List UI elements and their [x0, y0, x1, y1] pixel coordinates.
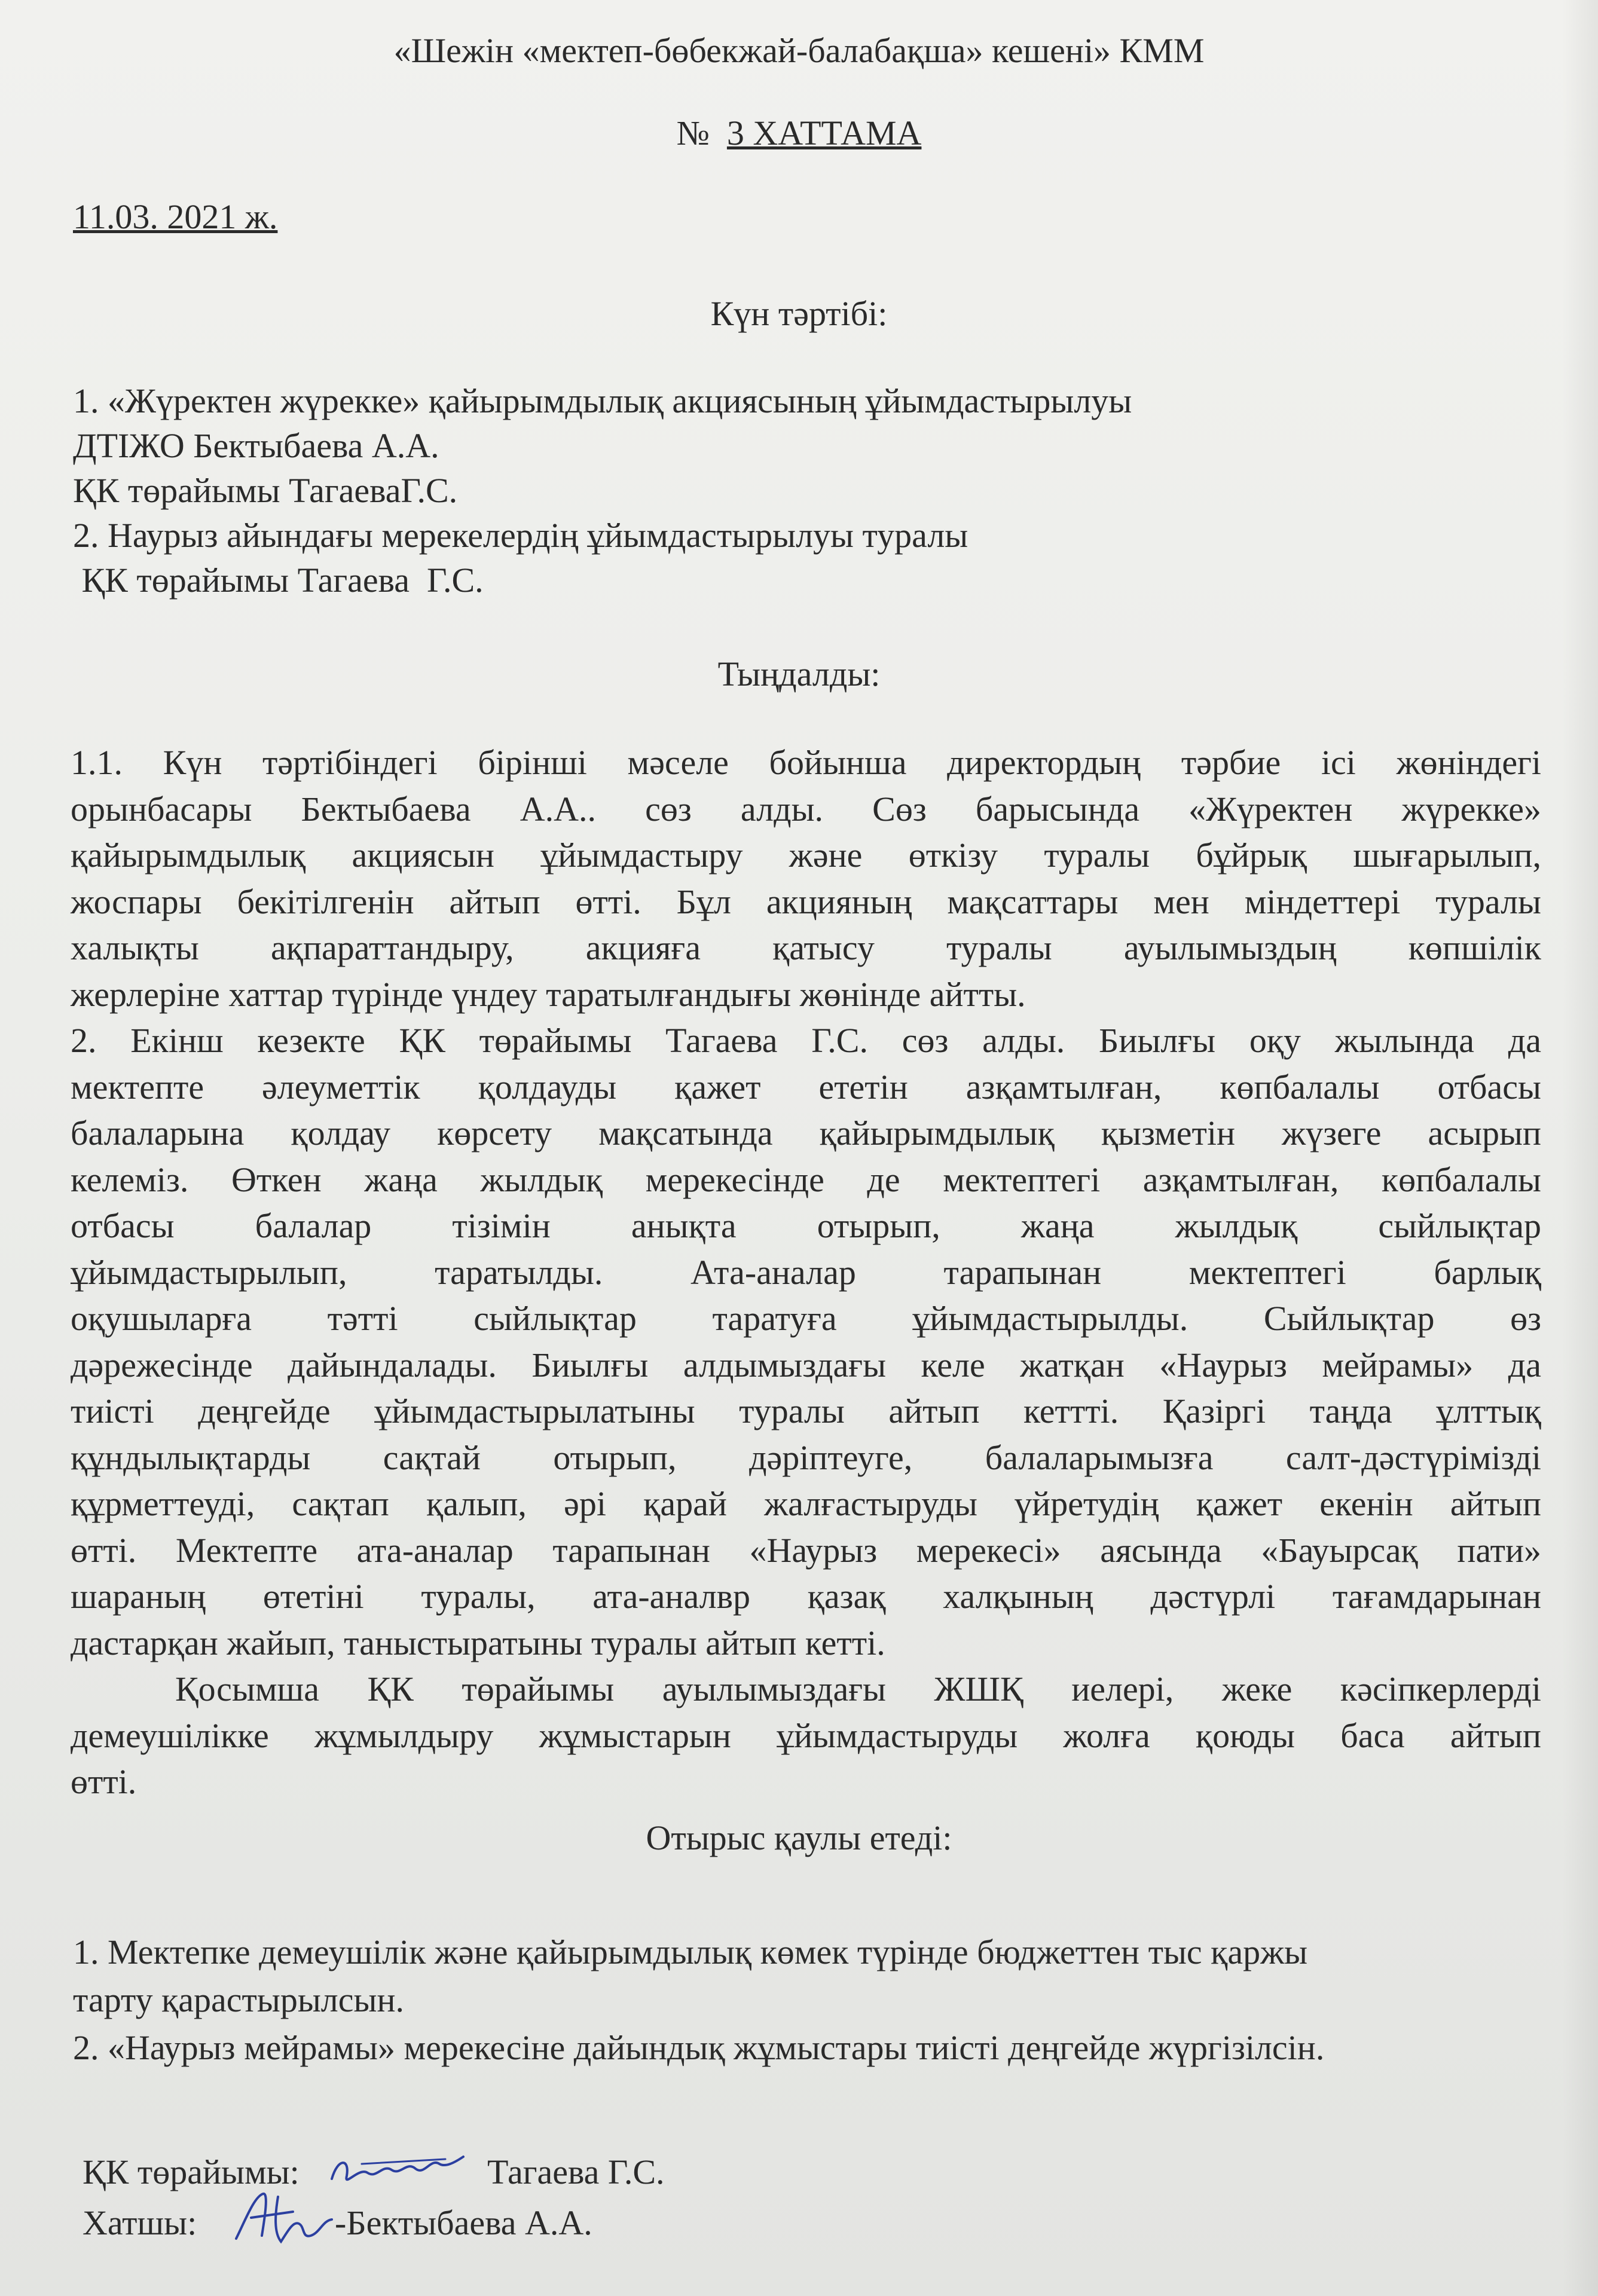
agenda-heading: Күн тәртібі: — [710, 294, 888, 333]
agenda-line: 2. Наурыз айындағы мерекелердің ұйымдастырылуы туралы — [73, 516, 968, 555]
text-line: келеміз. Өткен жаңа жылдық мерекесінде де мектептегі азқамтылған, көпбалалы — [71, 1160, 1541, 1199]
protocol-title — [0, 114, 1598, 154]
secretary-name: -Бектыбаева А.А. — [335, 2203, 592, 2242]
chair-name: Тагаева Г.С. — [487, 2153, 665, 2191]
protocol-date: 11.03. 2021 ж. — [73, 197, 278, 236]
decision-heading: Отырыс қаулы етеді: — [646, 1818, 952, 1857]
text-line: жерлеріне хаттар түрінде үндеу таратылғандығы жөнінде айтты. — [71, 974, 1026, 1014]
heard-heading: Тыңдалды: — [717, 655, 881, 693]
text-line: 1.1. Күн тәртібіндегі бірінші мәселе бойынша директордың тәрбие ісі жөніндегі — [71, 743, 1541, 782]
text-line: халықты ақпараттандыру, акцияға қатысу туралы ауылымыздың көпшілік — [71, 928, 1541, 967]
decision-item: 2. «Наурыз мейрамы» мерекесіне дайындық жұмыстары тиісті деңгейде жүргізілсін. — [73, 2028, 1325, 2067]
text-line: балаларына қолдау көрсету мақсатында қайырымдылық қызметін жүзеге асырып — [71, 1114, 1541, 1152]
text-line: өтті. — [71, 1762, 137, 1801]
text-line: оқушыларға тәтті сыйлықтар таратуға ұйымдастырылды. Сыйлықтар өз — [71, 1299, 1541, 1338]
text-line: мектепте әлеуметтік қолдауды қажет ететін азқамтылған, көпбалалы отбасы — [71, 1067, 1541, 1106]
text-line: жоспары бекітілгенін айтып өтті. Бұл акцияның мақсаттары мен міндеттері туралы — [71, 882, 1541, 921]
agenda-line: ҚК төрайымы Тагаева Г.С. — [73, 561, 484, 600]
decision-list — [73, 1928, 1544, 2072]
chair-handwritten-signature — [326, 2146, 469, 2194]
secretary-signature-label: Хатшы: — [83, 2203, 197, 2242]
text-line: құндылықтарды сақтай отырып, дәріптеуге, балаларымызға салт-дәстүрімізді — [71, 1438, 1541, 1477]
text-line: 2. Екінш кезекте ҚК төрайымы Тагаева Г.С. сөз алды. Биылғы оқу жылында да — [71, 1021, 1541, 1060]
text-line: демеушілікке жұмылдыру жұмыстарын ұйымдастыруды жолға қоюды баса айтып — [71, 1716, 1541, 1755]
text-line: қайырымдылық акциясын ұйымдастыру және өткізу туралы бұйрық шығарылып, — [71, 836, 1541, 875]
heard-paragraph-1 — [71, 739, 1541, 1805]
text-line: дәрежесінде дайындалады. Биылғы алдымыздағы келе жатқан «Наурыз мейрамы» да — [71, 1345, 1541, 1384]
protocol-number-sign: № — [676, 114, 710, 152]
text-line: ұйымдастырылып, таратылды. Ата-аналар тарапынан мектептегі барлық — [71, 1252, 1541, 1292]
secretary-handwritten-signature — [227, 2185, 347, 2251]
text-line: тиісті деңгейде ұйымдастырылатыны туралы айтып кеттті. Қазіргі таңда ұлттық — [71, 1392, 1541, 1430]
text-line: дастарқан жайып, таныстыратыны туралы айтып кетті. — [71, 1623, 885, 1662]
text-line: өтті. Мектепте ата-аналар тарапынан «Наурыз мерекесі» аясында «Бауырсақ пати» — [71, 1530, 1541, 1570]
chair-signature-label: ҚК төрайымы: — [83, 2153, 300, 2191]
decision-item: тарту қарастырылсын. — [73, 1980, 405, 2019]
organization-header: «Шежін «мектеп-бөбекжай-балабақша» кешені» КММ — [393, 31, 1205, 70]
protocol-number-title: 3 ХАТТАМА — [726, 114, 922, 152]
agenda-line: ҚК төрайымы ТагаеваГ.С. — [73, 471, 458, 510]
text-line: шараның өтетіні туралы, ата-аналвр қазақ халқының дәстүрлі тағамдарынан — [71, 1577, 1541, 1616]
agenda-line: 1. «Жүректен жүрекке» қайырымдылық акциясының ұйымдастырылуы — [73, 381, 1132, 420]
text-line: құрметтеуді, сақтап қалып, әрі қарай жалғастыруды үйретудің қажет екенін айтып — [71, 1484, 1541, 1523]
decision-item: 1. Мектепке демеушілік және қайырымдылық көмек түрінде бюджеттен тыс қаржы — [73, 1933, 1308, 1971]
text-line: орынбасары Бектыбаева А.А.. сөз алды. Сөз барысында «Жүректен жүрекке» — [71, 789, 1541, 828]
agenda-line: ДТІЖО Бектыбаева А.А. — [73, 426, 439, 465]
text-line: Қосымша ҚК төрайымы ауылымыздағы ЖШҚ иелері, жеке кәсіпкерлерді — [175, 1670, 1541, 1708]
text-line: отбасы балалар тізімін анықта отырып, жаңа жылдық сыйлықтар — [71, 1206, 1541, 1245]
